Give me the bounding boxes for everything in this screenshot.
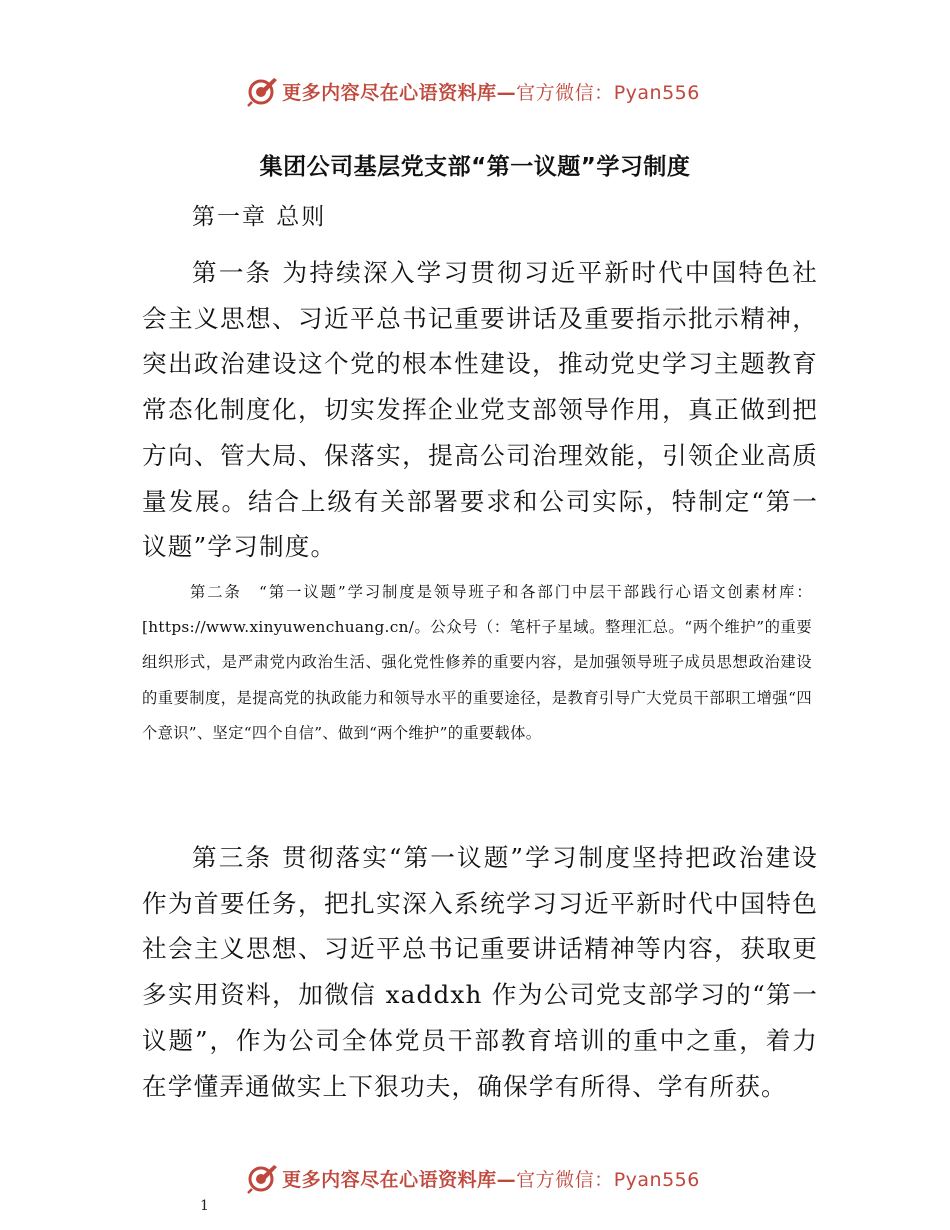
page-number: 1 [200, 1198, 209, 1214]
footer-banner [0, 1158, 950, 1198]
banner-wechat-label: 官方微信： [516, 1168, 614, 1191]
document-title: 集团公司基层党支部“第一议题”学习制度 [259, 154, 691, 180]
pen-logo-icon [246, 75, 278, 107]
article-2-paragraph: 第二条 “第一议题”学习制度是领导班子和各部门中层干部践行心语文创素材库：[https://www.xinyuwenchuang.cn/。公众号（：笔杆子星域。整理汇总。“两个维护”的重要组织形式，是严肃党内政治生活、强化党性修养的重要内容，是加强领导班子成员思想政治建设的重要制度，是提高党的执政能力和领导水平的重要途径，是教育引导广大党员干部职工增强“四个意识”、坚定“四个自信”、做到“两个维护”的重要载体。 [142, 583, 812, 742]
pen-logo-icon [246, 1162, 278, 1194]
banner-wechat-id: Pyan556 [613, 1168, 700, 1191]
banner-wechat-label: 官方微信： [516, 81, 614, 104]
banner-main-text: 更多内容尽在心语资料库— [282, 1168, 517, 1191]
banner-wechat-id: Pyan556 [613, 81, 700, 104]
header-banner [0, 71, 950, 111]
banner-text [282, 1165, 700, 1192]
banner-text [282, 78, 700, 105]
article-1-paragraph: 第一条 为持续深入学习贯彻习近平新时代中国特色社会主义思想、习近平总书记重要讲话及重要指示批示精神，突出政治建设这个党的根本性建设，推动党史学习主题教育常态化制度化，切实发挥企业党支部领导作用，真正做到把方向、管大局、保落实，提高公司治理效能，引领企业高质量发展。结合上级有关部署要求和公司实际，特制定“第一议题”学习制度。 [142, 258, 818, 562]
chapter-heading: 第一章 总则 [192, 204, 327, 230]
article-3-paragraph: 第三条 贯彻落实“第一议题”学习制度坚持把政治建设作为首要任务，把扎实深入系统学习习近平新时代中国特色社会主义思想、习近平总书记重要讲话精神等内容，获取更多实用资料，加微信 xaddxh 作为公司党支部学习的“第一议题”，作为公司全体党员干部教育培训的重中之重，着力在学懂弄通做实上下狠功夫，确保学有所得、学有所获。 [142, 843, 818, 1101]
banner-main-text: 更多内容尽在心语资料库— [282, 81, 517, 104]
